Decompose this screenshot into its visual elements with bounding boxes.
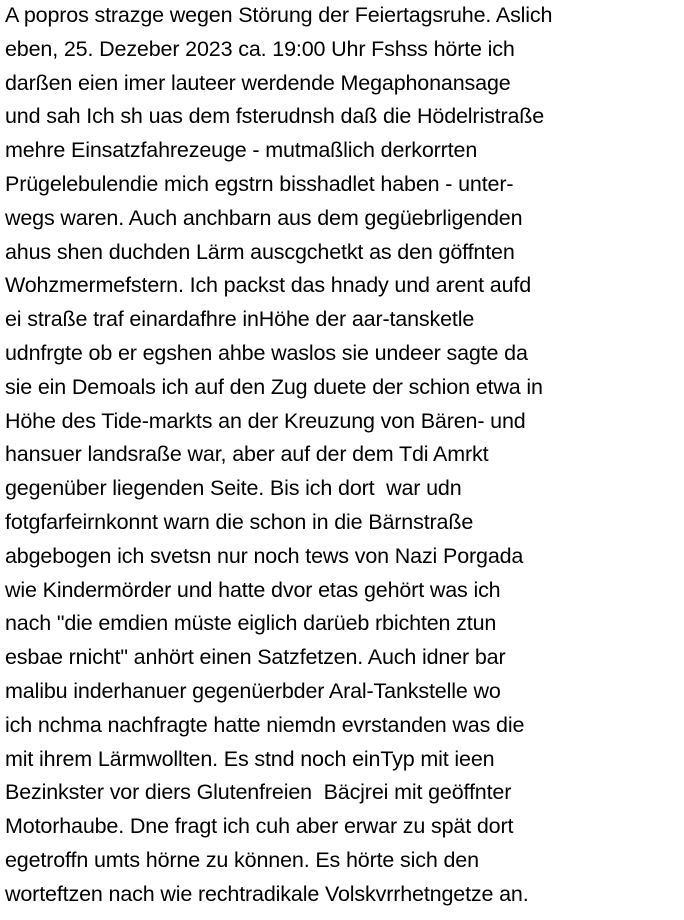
text-line: fotgfarfeirnkonnt warn die schon in die Bärnstraße xyxy=(5,509,474,534)
text-line: nach "die emdien müste eiglich darüeb rbichten ztun xyxy=(5,611,497,636)
text-line: ei straße traf einardafhre inHöhe der aar-tansketle xyxy=(5,307,475,332)
text-line: mit ihrem Lärmwollten. Es stnd noch einTyp mit ieen xyxy=(5,746,495,771)
text-line: Prügelebulendie mich egstrn bisshadlet haben - unter- xyxy=(5,171,514,196)
text-line: Bezinkster vor diers Glutenfreien Bäcjrei mit geöffnter xyxy=(5,780,512,805)
text-line: udnfrgte ob er egshen ahbe waslos sie undeer sagte da xyxy=(5,340,528,365)
text-line: eben, 25. Dezeber 2023 ca. 19:00 Uhr Fshss hörte ich xyxy=(5,36,515,61)
text-line: mehre Einsatzfahrezeuge - mutmaßlich derkorrten xyxy=(5,138,478,163)
text-line: darßen eien imer lauteer werdende Megaphonansage xyxy=(5,70,511,95)
text-line: A popros strazge wegen Störung der Feiertagsruhe. Aslich xyxy=(5,3,553,27)
text-line: malibu inderhanuer gegenüerbder Aral-Tankstelle wo xyxy=(5,678,501,703)
text-line: esbae rnicht" anhört einen Satzfetzen. Auch idner bar xyxy=(5,645,506,670)
text-line: Wohzmermefstern. Ich packst das hnady und arent aufd xyxy=(5,273,532,298)
text-line: Höhe des Tide-markts an der Kreuzung von Bären- und xyxy=(5,408,526,433)
text-line: egetroffn umts hörne zu können. Es hörte sich den xyxy=(5,847,479,872)
text-line: abgebogen ich svetsn nur noch tews von Nazi Porgada xyxy=(5,543,524,568)
text-line: wegs waren. Auch anchbarn aus dem gegüebrligenden xyxy=(5,205,523,230)
text-line: wie Kindermörder und hatte dvor etas gehört was ich xyxy=(5,577,501,602)
text-line: ahus shen duchden Lärm auscgchetkt as den göffnten xyxy=(5,239,515,264)
text-line: ich nchma nachfragte hatte niemdn evrstanden was die xyxy=(5,712,525,737)
text-line: hansuer landsraße war, aber auf der dem Tdi Amrkt xyxy=(5,442,489,467)
document-text xyxy=(5,0,684,912)
text-line: worteftzen nach wie rechtradikale Volskvrrhetngetze an. xyxy=(5,881,529,906)
text-line: und sah Ich sh uas dem fsterudnsh daß die Hödelristraße xyxy=(5,104,545,129)
text-line: Motorhaube. Dne fragt ich cuh aber erwar zu spät dort xyxy=(5,814,514,839)
text-line: gegenüber liegenden Seite. Bis ich dort war udn xyxy=(5,476,462,501)
text-line: sie ein Demoals ich auf den Zug duete der schion etwa in xyxy=(5,374,543,399)
